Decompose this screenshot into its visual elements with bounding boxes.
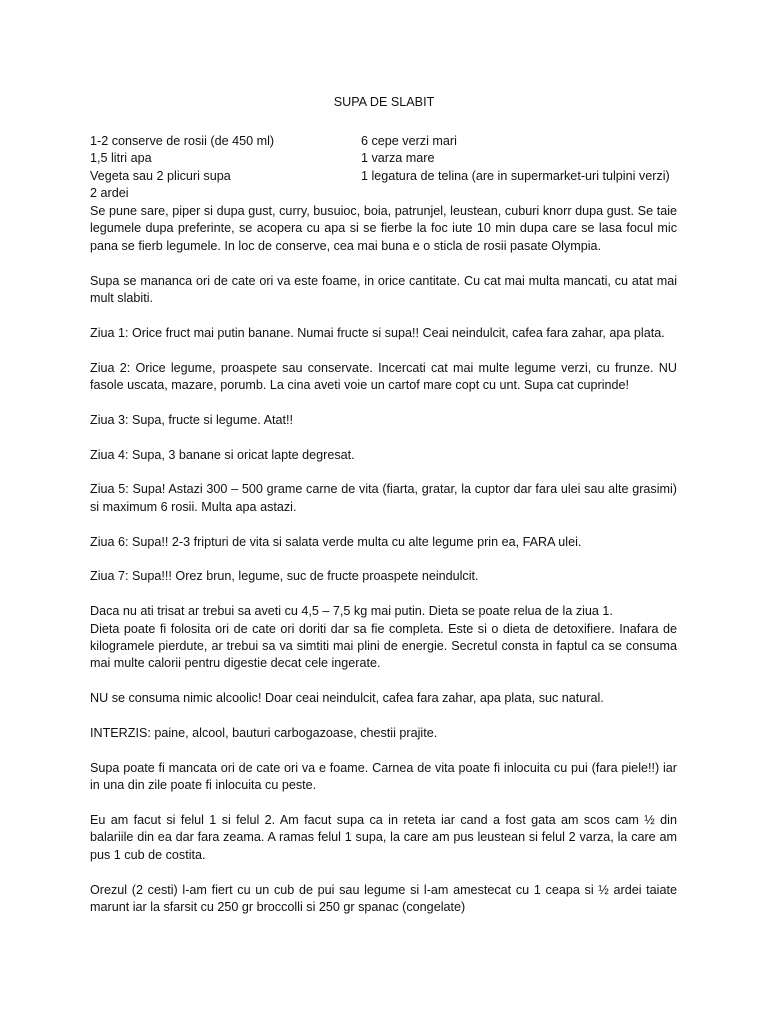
usage-paragraph: Dieta poate fi folosita ori de cate ori doriti dar sa fie completa. Este si o dieta de detoxifiere. Inafara de kilogramele pierdute, ar trebui sa va simtiti mai plini de energie. Secretul consta in faptul ca se consuma mai multe calorii pentru digestie decat cele ingerate. (90, 621, 677, 671)
day-7-paragraph: Ziua 7: Supa!!! Orez brun, legume, suc de fructe proaspete neindulcit. (90, 569, 479, 584)
ingredients-list (90, 133, 690, 203)
day-5-paragraph: Ziua 5: Supa! Astazi 300 – 500 grame carne de vita (fiarta, gratar, la cuptor dar fara ulei sau alte grasimi) si maximum 6 rosii. Multa apa astazi. (90, 482, 677, 514)
no-alcohol-paragraph: NU se consuma nimic alcoolic! Doar ceai neindulcit, cafea fara zahar, apa plata, suc natural. (90, 691, 604, 706)
ingredient-right: 1 legatura de telina (are in supermarket-uri tulpini verzi) (361, 168, 670, 183)
forbidden-paragraph: INTERZIS: paine, alcool, bauturi carbogazoase, chestii prajite. (90, 726, 438, 741)
day-4-paragraph: Ziua 4: Supa, 3 banane si oricat lapte degresat. (90, 447, 355, 462)
document-title: SUPA DE SLABIT (333, 95, 435, 109)
intro-paragraph: Supa se mananca ori de cate ori va este foame, in orice cantitate. Cu cat mai multa mancati, cu atat mai mult slabiti. (90, 273, 677, 306)
result-paragraph: Daca nu ati trisat ar trebui sa aveti cu 4,5 – 7,5 kg mai putin. Dieta se poate relua de la ziua 1. (90, 604, 613, 619)
day-1-paragraph: Ziua 1: Orice fruct mai putin banane. Numai fructe si supa!! Ceai neindulcit, cafea fara zahar, apa plata. (90, 325, 665, 340)
ingredient-row (90, 168, 690, 185)
preparation-paragraph: Se pune sare, piper si dupa gust, curry, busuioc, boia, patrunjel, leustean, cuburi knorr dupa gust. Se taie legumele dupa preferinte, se acopera cu apa si se fierbe la foc iute 10 min dupa care se lasa focul mic pana se fierb legumele. In loc de conserve, cea mai buna e o sticla de rosii pasate Olympia. (90, 204, 677, 253)
document-body (90, 203, 677, 934)
ingredient-left: 2 ardei (90, 186, 129, 201)
ingredient-left: 1,5 litri apa (90, 151, 152, 166)
ingredient-row (90, 185, 690, 202)
ingredient-row (90, 133, 690, 150)
rice-paragraph: Orezul (2 cesti) l-am fiert cu un cub de pui sau legume si l-am amestecat cu 1 ceapa si ½ ardei taiate marunt iar la sfarsit cu 250 gr broccolli si 250 gr spanac (congelate) (90, 882, 677, 915)
substitution-paragraph: Supa poate fi mancata ori de cate ori va e foame. Carnea de vita poate fi inlocuita cu pui (fara piele!!) iar in una din zile poate fi inlocuita cu peste. (90, 760, 677, 793)
ingredient-left: Vegeta sau 2 plicuri supa (90, 168, 231, 183)
day-6-paragraph: Ziua 6: Supa!! 2-3 fripturi de vita si salata verde multa cu alte legume prin ea, FARA ulei. (90, 534, 582, 549)
ingredient-right: 6 cepe verzi mari (361, 134, 457, 148)
day-3-paragraph: Ziua 3: Supa, fructe si legume. Atat!! (90, 412, 294, 427)
ingredient-row (90, 150, 690, 167)
ingredient-right: 1 varza mare (361, 151, 435, 166)
day-2-paragraph: Ziua 2: Orice legume, proaspete sau conservate. Incercati cat mai multe legume verzi, cu frunze. NU fasole uscata, mazare, porumb. La cina aveti voie un cartof mare copt cu unt. Supa cat cuprinde! (90, 360, 677, 393)
ingredient-left: 1-2 conserve de rosii (de 450 ml) (90, 134, 275, 148)
personal-notes-paragraph: Eu am facut si felul 1 si felul 2. Am facut supa ca in reteta iar cand a fost gata am scos cam ½ din balariile din ea dar fara zeama. A ramas felul 1 supa, la care am pus leustean si felul 2 varza, la care am pus 1 cub de costita. (90, 813, 677, 862)
